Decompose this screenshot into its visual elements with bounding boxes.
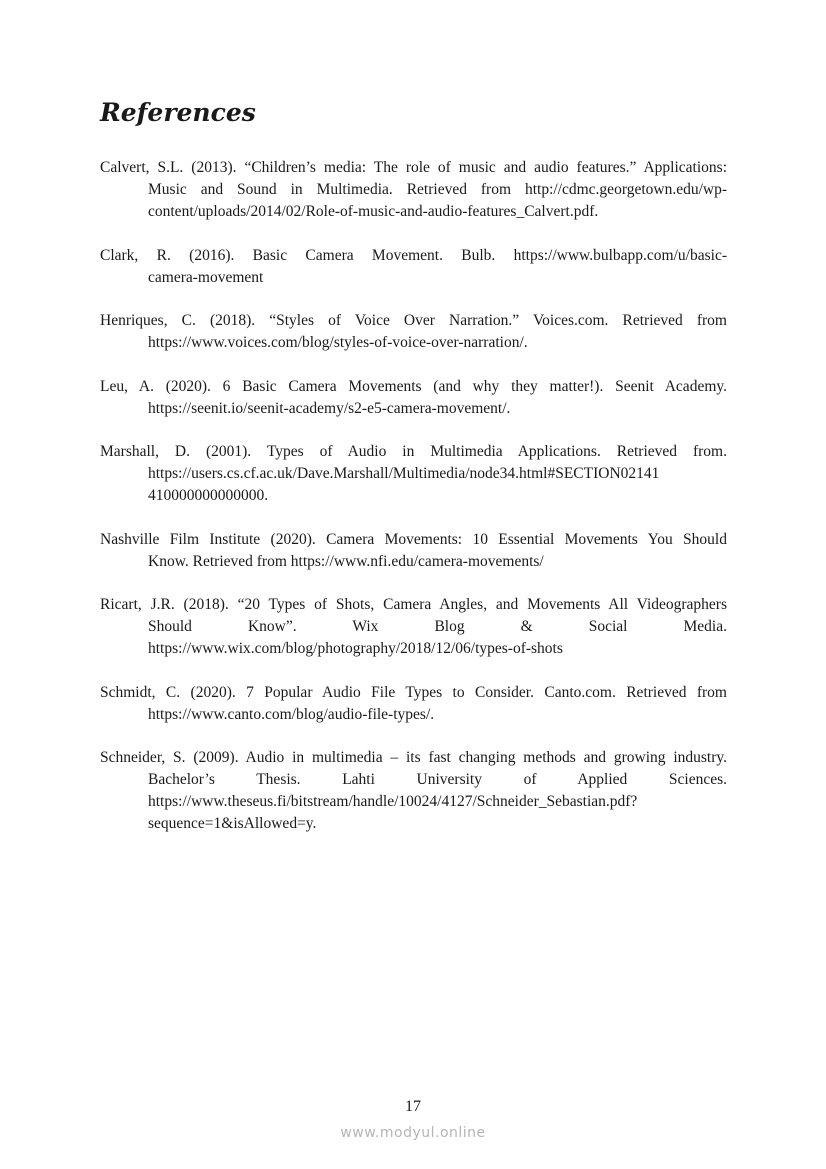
reference-line: https://www.wix.com/blog/photography/2018/12/06/types-of-shots xyxy=(148,640,563,657)
reference-line: 410000000000000. xyxy=(148,487,269,504)
reference-line: Should Know”. Wix Blog & Social Media. xyxy=(148,618,727,635)
reference-line: Music and Sound in Multimedia. Retrieved from http://cdmc.georgetown.edu/wp- xyxy=(148,181,727,198)
reference-line: Ricart, J.R. (2018). “20 Types of Shots, Camera Angles, and Movements All Videographers xyxy=(100,596,727,613)
reference-entry xyxy=(100,376,727,420)
reference-line: sequence=1&isAllowed=y. xyxy=(148,815,317,832)
reference-line: Nashville Film Institute (2020). Camera Movements: 10 Essential Movements You Should xyxy=(100,530,727,548)
reference-line: Marshall, D. (2001). Types of Audio in Multimedia Applications. Retrieved from. xyxy=(100,443,727,460)
reference-line: Schmidt, C. (2020). 7 Popular Audio File Types to Consider. Canto.com. Retrieved from xyxy=(100,683,727,701)
reference-line: camera-movement xyxy=(148,268,264,286)
reference-entry xyxy=(100,682,727,726)
reference-entry xyxy=(100,441,727,507)
reference-line: Schneider, S. (2009). Audio in multimedia – its fast changing methods and growing industry. xyxy=(100,749,727,766)
reference-line: https://seenit.io/seenit-academy/s2-e5-camera-movement/. xyxy=(148,399,511,417)
reference-entry xyxy=(100,594,727,660)
reference-line: https://www.voices.com/blog/styles-of-voice-over-narration/. xyxy=(148,334,528,351)
reference-entry xyxy=(100,747,727,835)
reference-line: Know. Retrieved from https://www.nfi.edu/camera-movements/ xyxy=(148,552,544,570)
reference-line: Henriques, C. (2018). “Styles of Voice Over Narration.” Voices.com. Retrieved from xyxy=(100,312,727,329)
reference-line: https://www.theseus.fi/bitstream/handle/10024/4127/Schneider_Sebastian.pdf? xyxy=(148,793,638,810)
reference-entry xyxy=(100,245,727,289)
reference-entry xyxy=(100,157,727,223)
reference-entry xyxy=(100,310,727,354)
reference-line: https://users.cs.cf.ac.uk/Dave.Marshall/Multimedia/node34.html#SECTION02141 xyxy=(148,465,660,482)
reference-entry xyxy=(100,529,727,573)
reference-line: https://www.canto.com/blog/audio-file-types/. xyxy=(148,705,435,723)
page-number: 17 xyxy=(405,1098,421,1115)
reference-line: Leu, A. (2020). 6 Basic Camera Movements (and why they matter!). Seenit Academy. xyxy=(100,377,727,395)
watermark: www.modyul.online xyxy=(340,1125,486,1141)
reference-line: Bachelor’s Thesis. Lahti University of Applied Sciences. xyxy=(148,771,727,788)
reference-line: content/uploads/2014/02/Role-of-music-and-audio-features_Calvert.pdf. xyxy=(148,203,599,220)
reference-line: Calvert, S.L. (2013). “Children’s media: The role of music and audio features.” Applications: xyxy=(100,159,727,176)
reference-line: Clark, R. (2016). Basic Camera Movement. Bulb. https://www.bulbapp.com/u/basic- xyxy=(100,246,727,264)
page-title: References xyxy=(100,98,256,127)
reference-list xyxy=(100,157,727,857)
